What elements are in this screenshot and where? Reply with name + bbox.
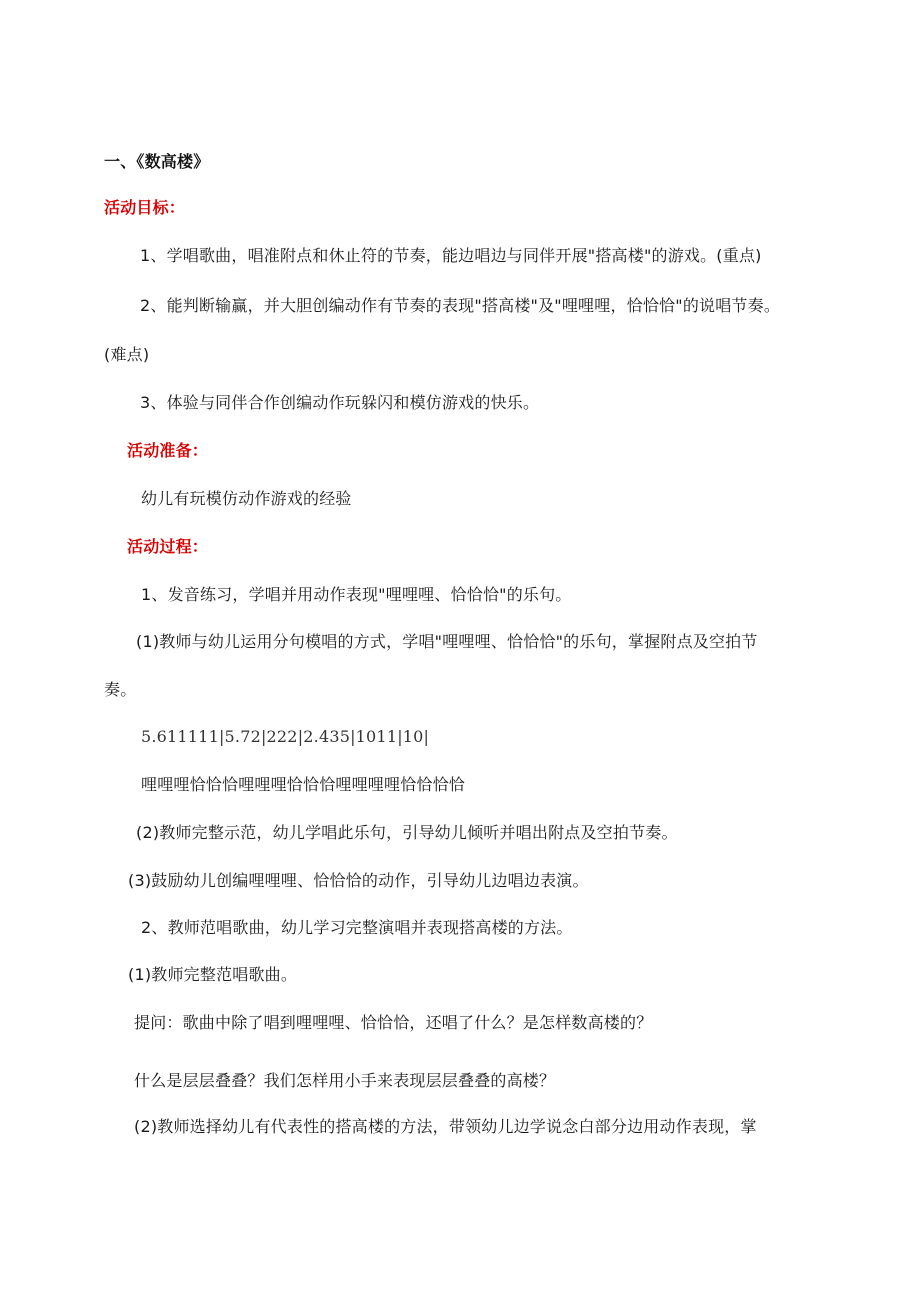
process-step-1: 1、发音练习，学唱并用动作表现"哩哩哩、恰恰恰"的乐句。: [141, 585, 572, 604]
rhythm-lyrics: 哩哩哩恰恰恰哩哩哩恰恰恰哩哩哩哩恰恰恰恰: [141, 775, 466, 794]
process-step-2-1: (1)教师完整范唱歌曲。: [128, 965, 298, 984]
rhythm-notation: 5.611111|5.72|222|2.435|1011|10|: [141, 727, 430, 746]
process-step-1-1: (1)教师与幼儿运用分句模唱的方式，学唱"哩哩哩、恰恰恰"的乐句，掌握附点及空拍节: [136, 632, 758, 651]
process-step-2: 2、教师范唱歌曲，幼儿学习完整演唱并表现搭高楼的方法。: [141, 918, 573, 937]
document-title: 一、《数高楼》: [104, 152, 210, 171]
goal-item-1: 1、学唱歌曲，唱准附点和休止符的节奏，能边唱边与同伴开展"搭高楼"的游戏。(重点): [140, 246, 762, 265]
goals-heading: 活动目标：: [104, 198, 186, 217]
goal-item-2: 2、能判断输赢，并大胆创编动作有节奏的表现"搭高楼"及"哩哩哩，恰恰恰"的说唱节奏。: [140, 296, 781, 315]
process-heading: 活动过程：: [127, 537, 209, 556]
process-step-1-2: (2)教师完整示范，幼儿学唱此乐句，引导幼儿倾听并唱出附点及空拍节奏。: [136, 823, 678, 842]
goal-item-2-continued: (难点): [104, 345, 150, 364]
goal-item-3: 3、体验与同伴合作创编动作玩躲闪和模仿游戏的快乐。: [140, 393, 540, 412]
process-step-1-3: (3)鼓励幼儿创编哩哩哩、恰恰恰的动作，引导幼儿边唱边表演。: [128, 871, 589, 890]
preparation-heading: 活动准备：: [127, 441, 209, 460]
process-step-1-1-continued: 奏。: [104, 680, 137, 699]
question-1: 提问：歌曲中除了唱到哩哩哩、恰恰恰，还唱了什么？是怎样数高楼的？: [134, 1013, 653, 1032]
preparation-text: 幼儿有玩模仿动作游戏的经验: [141, 489, 352, 508]
process-step-2-2: (2)教师选择幼儿有代表性的搭高楼的方法，带领幼儿边学说念白部分边用动作表现，掌: [134, 1117, 757, 1136]
question-2: 什么是层层叠叠？我们怎样用小手来表现层层叠叠的高楼？: [134, 1071, 556, 1090]
